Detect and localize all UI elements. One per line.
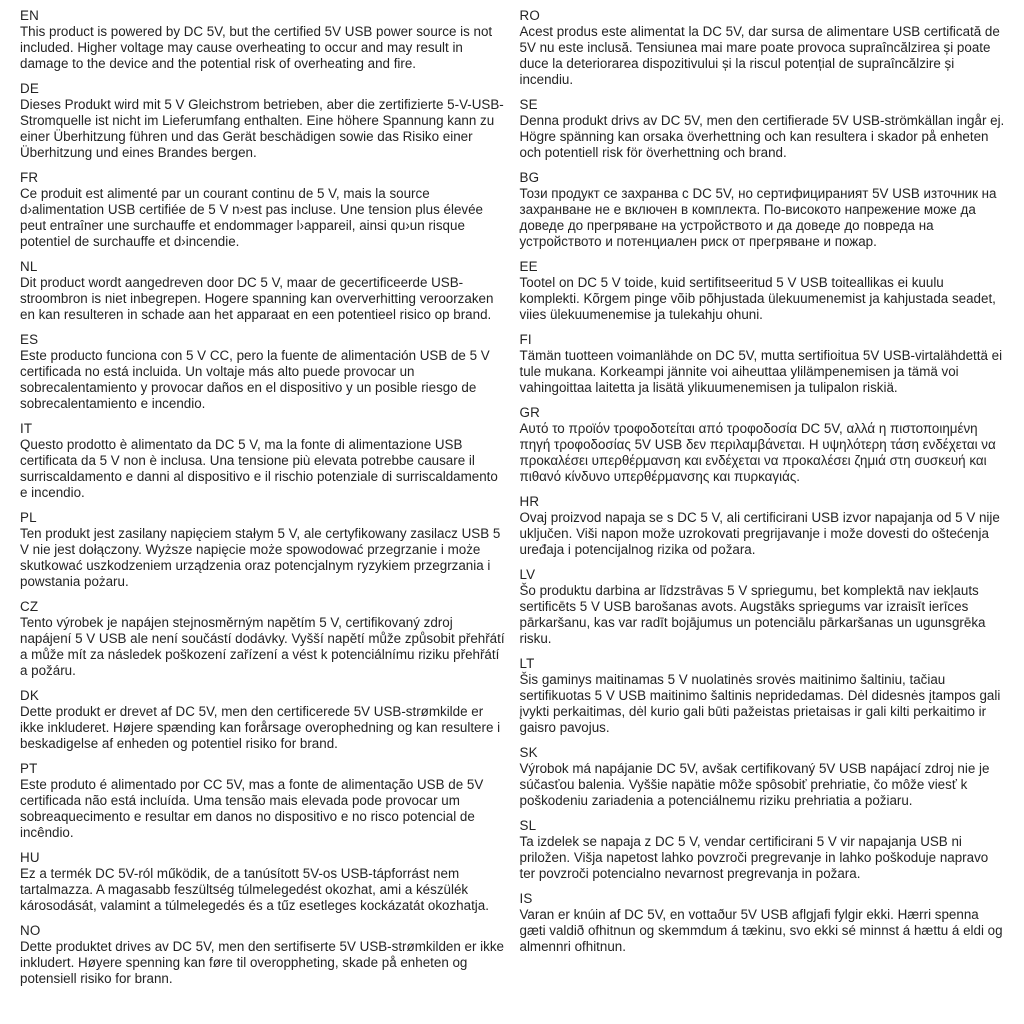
language-text: Denna produkt drivs av DC 5V, men den certifierade 5V USB-strömkällan ingår ej. Högre spänning kan orsaka överhettning och kan resultera i skador på enheten och potentiell risk för överhettning och brand. [519,113,1005,160]
language-text: Questo prodotto è alimentato da DC 5 V, ma la fonte di alimentazione USB certificata da 5 V non è inclusa. Una tensione più elevata potrebbe causare il surriscaldamento e danni al dispositivo e il rischio potenziale di surriscaldamento e incendio. [20,437,498,500]
language-section-hu [20,850,506,914]
language-text: This product is powered by DC 5V, but the certified 5V USB power source is not included. Higher voltage may cause overheating to occur and may result in damage to the device and the potential risk of overheating and fire. [20,24,493,71]
language-section-fi [520,332,1006,396]
language-text: Acest produs este alimentat la DC 5V, dar sursa de alimentare USB certificată de 5V nu este inclusă. Tensiunea mai mare poate provoca supraîncălzirea și poate duce la deteriorarea dispozitivului și la riscul potențial de supraîncălzire și incendiu. [519,24,1000,87]
language-section-dk [20,688,506,752]
language-code: IT [20,421,33,436]
language-text: Ovaj proizvod napaja se s DC 5 V, ali certificirani USB izvor napajanja od 5 V nije uključen. Viši napon može uzrokovati pregrijavanje i može dovesti do oštećenja uređaja i potencijalnog rizika od požara. [519,510,1000,557]
language-section-pt [20,761,506,841]
language-code: NO [20,923,41,938]
language-code: SE [519,97,538,112]
language-text: Tootel on DC 5 V toide, kuid sertifitseeritud 5 V USB toiteallikas ei kuulu komplekti. Kõrgem pinge võib põhjustada ülekuumenemist ja kahjustada seadet, viies ülekuumenemise ja tulekahju ohuni. [519,275,996,322]
language-section-lt [520,656,1006,736]
language-text: Αυτό το προϊόν τροφοδοτείται από τροφοδοσία DC 5V, αλλά η πιστοποιημένη πηγή τροφοδοσίας 5V USB δεν περιλαμβάνεται. Η υψηλότερη τάση ενδέχεται να προκαλέσει υπερθέρμανση και ενδέχεται να προκαλέσει ζημιά στη συσκευή και πιθανό κίνδυνο υπερθέρμανσης και πυρκαγιάς. [519,421,996,484]
language-section-cz [20,599,506,679]
language-text: Ez a termék DC 5V-ról működik, de a tanúsított 5V-os USB-tápforrást nem tartalmazza. A magasabb feszültség túlmelegedést okozhat, ami a készülék károsodását, valamint a túlmelegedés és a tűz esetleges kockázatát okozhatja. [20,866,489,913]
language-code: FI [519,332,532,347]
language-text: Dieses Produkt wird mit 5 V Gleichstrom betrieben, aber die zertifizierte 5-V-USB-Stromquelle ist nicht im Lieferumfang enthalten. Eine höhere Spannung kann zu einer Überhitzung führen und das Gerät beschädigen sowie das Risiko einer Überhitzung und eines Brandes bergen. [20,97,504,160]
language-code: DK [20,688,40,703]
language-section-pl [20,510,506,590]
language-section-ee [520,259,1006,323]
language-code: LV [519,567,536,582]
language-section-sk [520,745,1006,809]
language-section-ro [520,8,1006,88]
language-code: IS [519,891,533,906]
language-code: EE [519,259,538,274]
left-column [20,8,506,996]
language-text: Този продукт се захранва с DC 5V, но сертифицираният 5V USB източник на захранване не е включен в комплекта. По-високото напрежение може да доведе до прегряване на устройството и да доведе до повреда на устройството и потенциален риск от прегряване и пожар. [519,186,997,249]
language-code: SL [519,818,537,833]
language-text: Šis gaminys maitinamas 5 V nuolatinės srovės maitinimo šaltiniu, tačiau sertifikuotas 5 V USB maitinimo šaltinis nepridedamas. Dėl didesnės įtampos gali įvykti perkaitimas, dėl kurio gali būti pažeistas prietaisas ir gali kilti perkaitimo ir gaisro pavojus. [519,672,1001,735]
language-section-hr [520,494,1006,558]
language-code: RO [519,8,540,23]
language-section-es [20,332,506,412]
language-text: Výrobok má napájanie DC 5V, avšak certifikovaný 5V USB napájací zdroj nie je súčasťou balenia. Vyššie napätie môže spôsobiť prehriatie, čo môže viesť k poškodeniu zariadenia a potenciálnemu riziku prehriatia a požiaru. [519,761,990,808]
language-text: Ce produit est alimenté par un courant continu de 5 V, mais la source d›alimentation USB certifiée de 5 V n›est pas incluse. Une tension plus élevée peut entraîner une surchauffe et endommager l›appareil, ainsi qu›un risque potentiel de surchauffe et d›incendie. [20,186,483,249]
language-code: PT [20,761,38,776]
language-section-nl [20,259,506,323]
language-section-lv [520,567,1006,647]
language-section-en [20,8,506,72]
language-code: CZ [20,599,39,614]
language-section-se [520,97,1006,161]
language-text: Tämän tuotteen voimanlähde on DC 5V, mutta sertifioitua 5V USB-virtalähdettä ei tule mukana. Korkeampi jännite voi aiheuttaa ylilämpenemisen ja tämä voi vahingoittaa laitetta ja lisätä ylikuumenemisen ja tulipalon riskiä. [519,348,1003,395]
language-code: HR [519,494,540,509]
language-text: Ten produkt jest zasilany napięciem stałym 5 V, ale certyfikowany zasilacz USB 5 V nie jest dołączony. Wyższe napięcie może spowodować przegrzanie i może skutkować uszkodzeniem urządzenia oraz potencjalnym ryzykiem przegrzania i powstania pożaru. [20,526,501,589]
language-code: GR [519,405,540,420]
language-section-it [20,421,506,501]
language-section-sl [520,818,1006,882]
language-text: Tento výrobek je napájen stejnosměrným napětím 5 V, certifikovaný zdroj napájení 5 V USB ale není součástí dodávky. Vyšší napětí může způsobit přehřátí a může mít za následek poškození zařízení a vést k potenciálnímu riziku přehřátí a požáru. [20,615,505,678]
language-code: NL [20,259,38,274]
language-code: FR [20,170,39,185]
language-text: Ta izdelek se napaja z DC 5 V, vendar certificirani 5 V vir napajanja USB ni priložen. Višja napetost lahko povzroči pregrevanje in lahko poškoduje napravo ter povzroči potencialno nevarnost pregrevanja in požara. [519,834,989,881]
language-code: HU [20,850,40,865]
language-code: BG [519,170,540,185]
language-code: DE [20,81,40,96]
language-text: Dette produktet drives av DC 5V, men den sertifiserte 5V USB-strømkilden er ikke inkludert. Høyere spenning kan føre til overoppheting, skade på enheten og potensiell risiko for brann. [20,939,504,986]
language-code: ES [20,332,39,347]
language-code: LT [519,656,535,671]
language-section-bg [520,170,1006,250]
language-section-fr [20,170,506,250]
right-column [520,8,1006,996]
language-text: Dit product wordt aangedreven door DC 5 V, maar de gecertificeerde USB-stroombron is niet inbegrepen. Hogere spanning kan oververhitting veroorzaken en kan resulteren in schade aan het apparaat en een potentieel risico op brand. [20,275,494,322]
language-section-gr [520,405,1006,485]
language-code: SK [519,745,538,760]
language-section-de [20,81,506,161]
language-section-is [520,891,1006,955]
language-text: Šo produktu darbina ar līdzstrāvas 5 V spriegumu, bet komplektā nav iekļauts sertificēts 5 V USB barošanas avots. Augstāks spriegums var izraisīt ierīces pārkaršanu, kas var radīt bojājumus un potenciālu pārkaršanas un ugunsgrēka risku. [519,583,986,646]
language-text: Este produto é alimentado por CC 5V, mas a fonte de alimentação USB de 5V certificada não está incluída. Uma tensão mais elevada pode provocar um sobreaquecimento e resultar em danos no dispositivo e no risco potencial de incêndio. [20,777,484,840]
language-text: Dette produkt er drevet af DC 5V, men den certificerede 5V USB-strømkilde er ikke inkluderet. Højere spænding kan forårsage overophedning og kan resultere i beskadigelse af enheden og potentiel risiko for brand. [20,704,501,751]
language-code: EN [20,8,40,23]
language-text: Este producto funciona con 5 V CC, pero la fuente de alimentación USB de 5 V certificada no está incluida. Un voltaje más alto puede provocar un sobrecalentamiento y provocar daños en el dispositivo y un posible riesgo de sobrecalentamiento e incendio. [20,348,490,411]
language-text: Varan er knúin af DC 5V, en vottaður 5V USB aflgjafi fylgir ekki. Hærri spenna gæti valdið ofhitnun og skemmdum á tækinu, svo ekki sé minnst á hættu á eldi og almennri ofhitnun. [519,907,1003,954]
language-section-no [20,923,506,987]
language-code: PL [20,510,37,525]
